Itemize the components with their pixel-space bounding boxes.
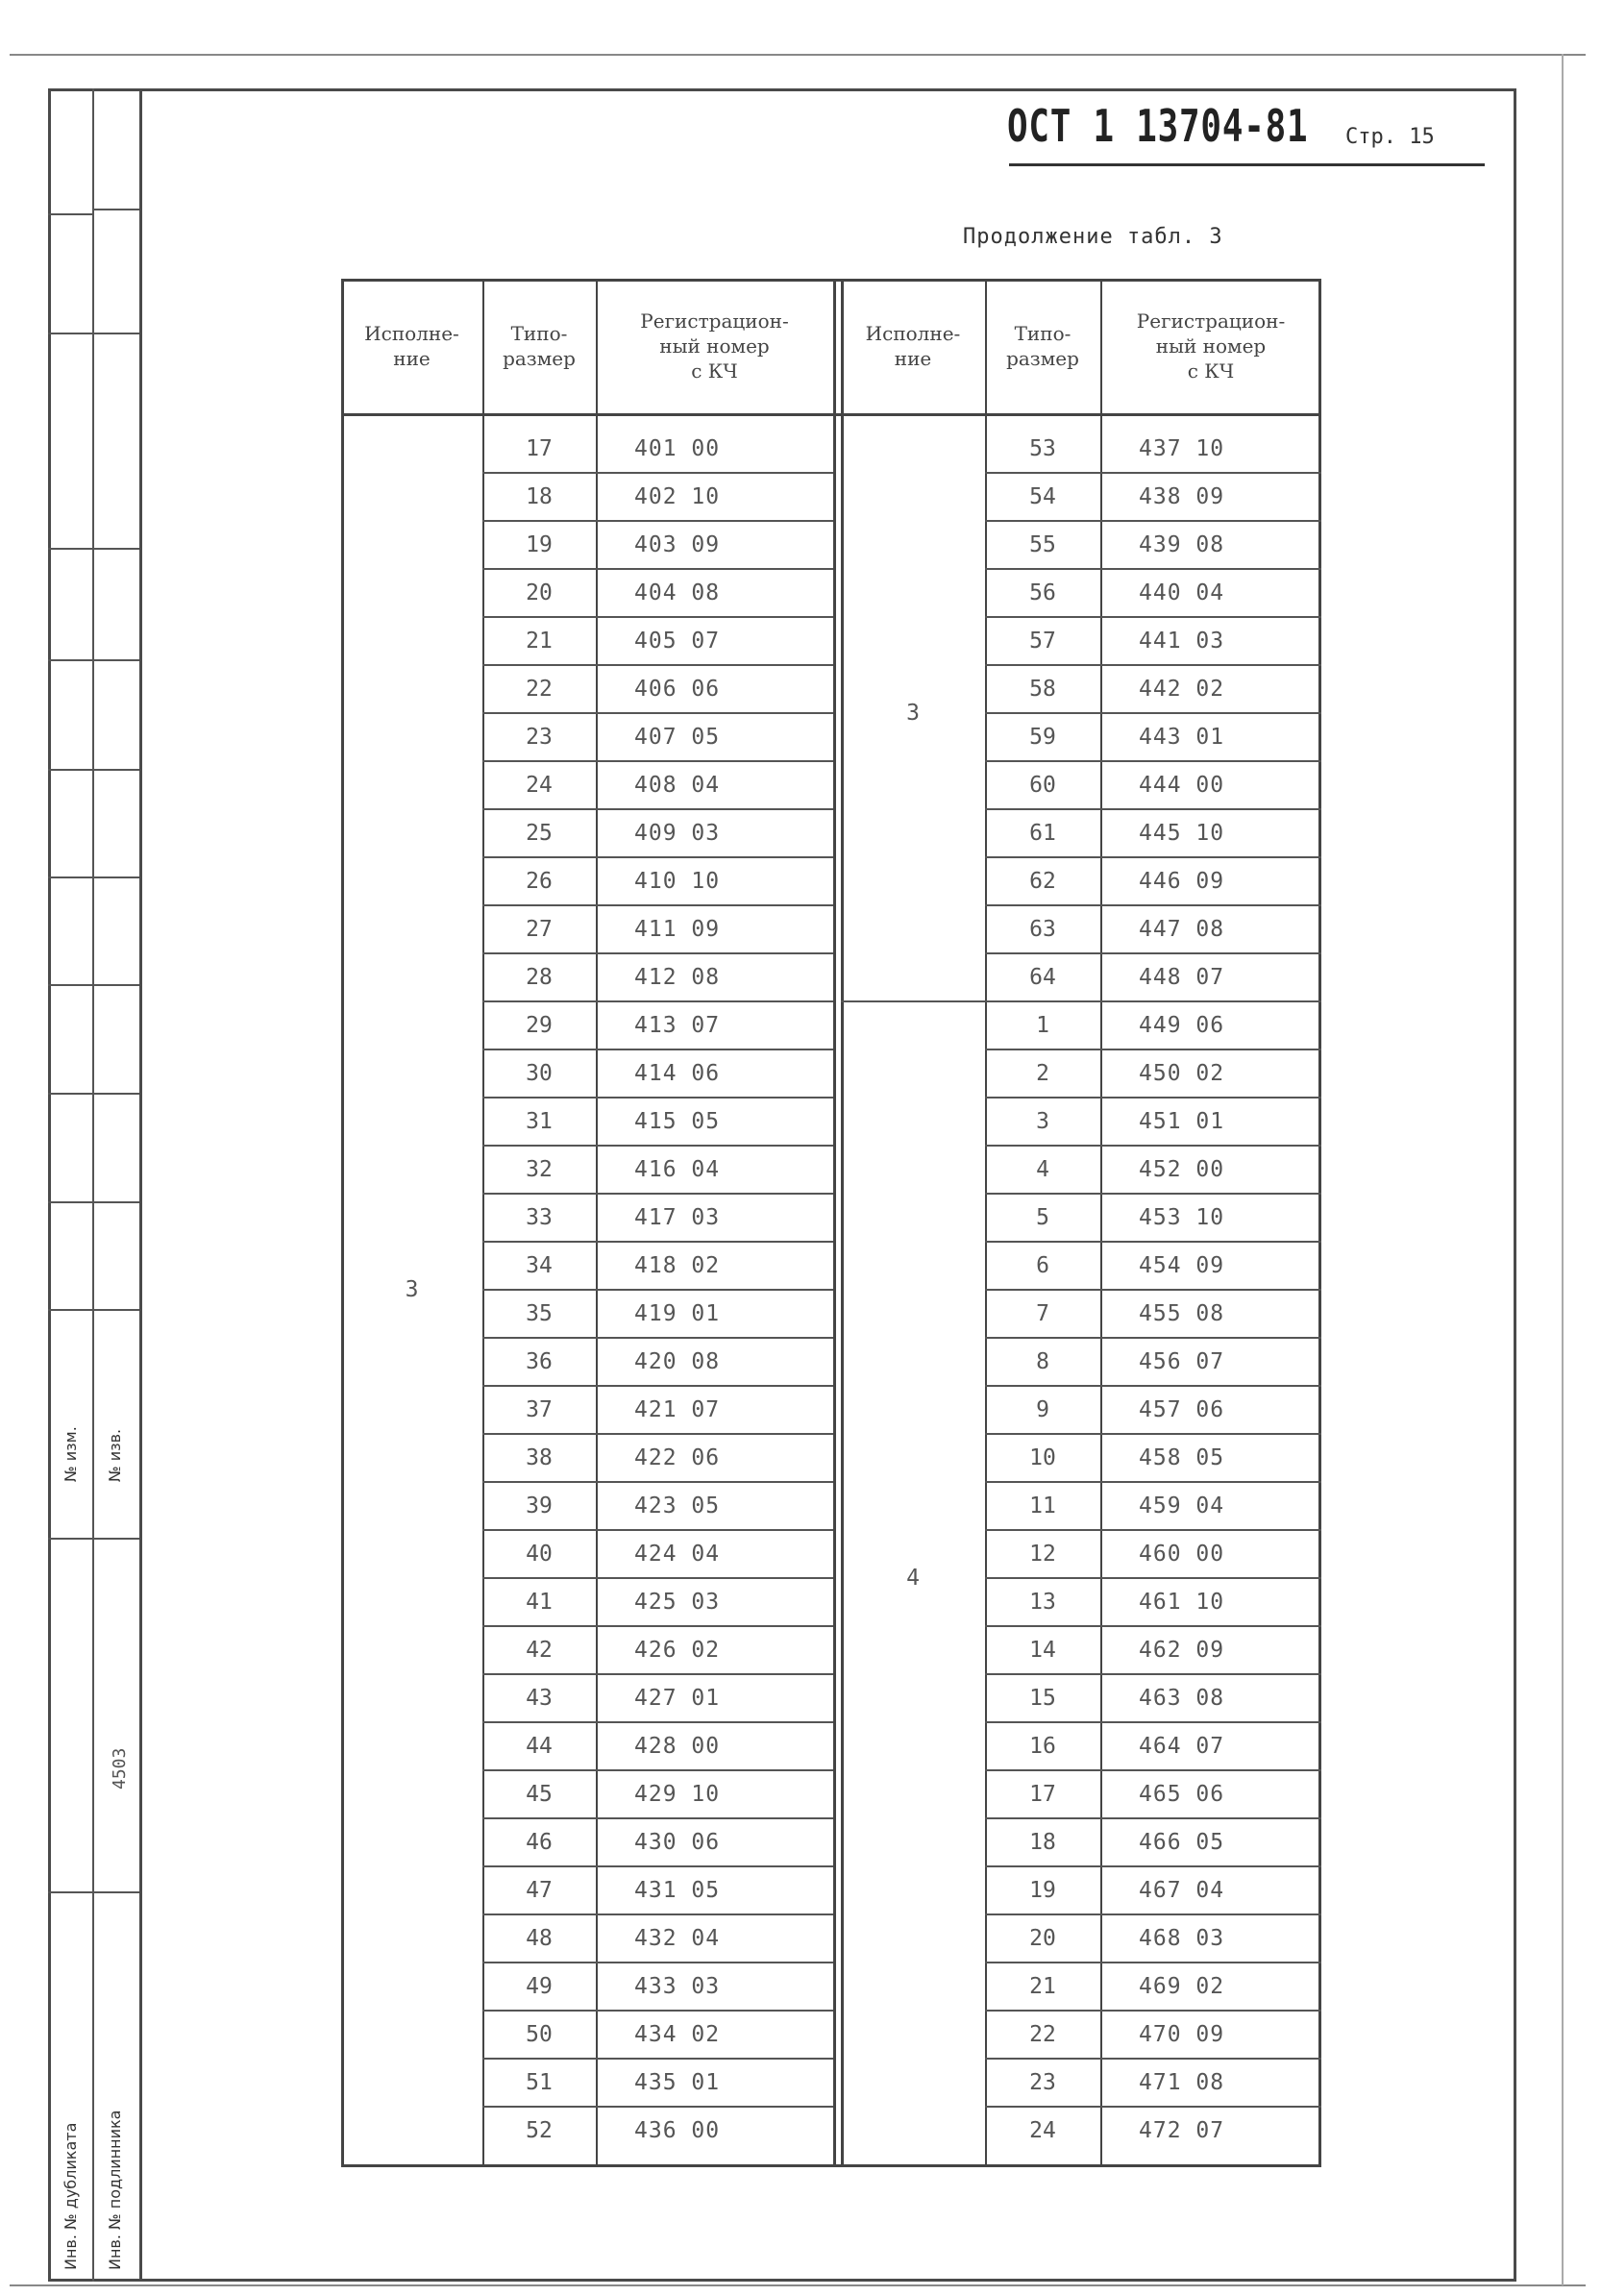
left-registration-cell: 426 02	[634, 1638, 721, 1663]
right-registration-cell: 459 04	[1139, 1494, 1225, 1518]
registration-table	[341, 279, 1321, 2162]
left-registration-cell: 409 03	[634, 821, 721, 846]
left-registration-cell: 402 10	[634, 484, 721, 509]
left-registration-cell: 422 06	[634, 1445, 721, 1470]
left-registration-cell: 419 01	[634, 1301, 721, 1326]
left-registration-cell: 420 08	[634, 1349, 721, 1374]
column-header: Исполне- ние	[865, 322, 961, 370]
notice-no-label: № изв.	[106, 1428, 124, 1482]
left-registration-cell: 414 06	[634, 1061, 721, 1086]
left-registration-cell: 410 10	[634, 869, 721, 894]
left-registration-cell: 415 05	[634, 1109, 721, 1134]
right-size-cell: 54	[1029, 484, 1056, 509]
right-registration-cell: 465 06	[1139, 1782, 1225, 1807]
left-registration-cell: 432 04	[634, 1926, 721, 1951]
column-header: Регистрацион- ный номер с КЧ	[640, 309, 789, 383]
right-size-cell: 4	[1036, 1157, 1049, 1182]
column-header: Исполне- ние	[364, 322, 459, 370]
left-registration-cell: 428 00	[634, 1734, 721, 1759]
side-rule	[48, 1891, 139, 1893]
right-size-cell: 59	[1029, 725, 1056, 750]
column-header: Типо- размер	[1006, 322, 1079, 370]
right-registration-cell: 471 08	[1139, 2070, 1225, 2095]
right-group-rule	[841, 1000, 985, 1002]
right-size-cell: 1	[1036, 1013, 1049, 1038]
right-variant-cell: 4	[906, 1566, 920, 1591]
right-registration-cell: 468 03	[1139, 1926, 1225, 1951]
left-registration-cell: 412 08	[634, 965, 721, 990]
left-registration-cell: 404 08	[634, 580, 721, 605]
scan-right-rule	[1562, 54, 1564, 2285]
left-size-cell: 39	[526, 1494, 553, 1518]
right-size-cell: 18	[1029, 1830, 1056, 1855]
left-size-cell: 27	[526, 917, 553, 942]
right-size-cell: 56	[1029, 580, 1056, 605]
right-size-cell: 9	[1036, 1397, 1049, 1422]
left-registration-cell: 433 03	[634, 1974, 721, 1999]
left-registration-cell: 436 00	[634, 2118, 721, 2143]
left-size-cell: 33	[526, 1205, 553, 1230]
left-registration-cell: 423 05	[634, 1494, 721, 1518]
right-registration-cell: 443 01	[1139, 725, 1225, 750]
right-registration-cell: 463 08	[1139, 1686, 1225, 1711]
page-number: Стр. 15	[1345, 125, 1435, 149]
left-registration-cell: 430 06	[634, 1830, 721, 1855]
right-size-cell: 53	[1029, 436, 1056, 461]
right-registration-cell: 440 04	[1139, 580, 1225, 605]
right-size-cell: 7	[1036, 1301, 1049, 1326]
left-registration-cell: 411 09	[634, 917, 721, 942]
side-rule	[48, 1201, 139, 1203]
left-registration-cell: 407 05	[634, 725, 721, 750]
scan-top-rule	[10, 54, 1586, 56]
left-size-cell: 41	[526, 1590, 553, 1615]
table-border-bottom	[341, 2164, 1321, 2167]
left-registration-cell: 435 01	[634, 2070, 721, 2095]
right-size-cell: 20	[1029, 1926, 1056, 1951]
right-registration-cell: 445 10	[1139, 821, 1225, 846]
header-bottom-rule	[341, 413, 1321, 416]
left-size-cell: 35	[526, 1301, 553, 1326]
scan-bottom-rule	[10, 2284, 1586, 2286]
right-registration-cell: 446 09	[1139, 869, 1225, 894]
right-registration-cell: 450 02	[1139, 1061, 1225, 1086]
left-registration-cell: 405 07	[634, 629, 721, 654]
right-size-cell: 5	[1036, 1205, 1049, 1230]
table-continuation-caption: Продолжение табл. 3	[963, 225, 1223, 249]
right-registration-cell: 452 00	[1139, 1157, 1225, 1182]
right-size-cell: 11	[1029, 1494, 1056, 1518]
left-registration-cell: 406 06	[634, 677, 721, 702]
right-size-cell: 64	[1029, 965, 1056, 990]
right-registration-cell: 457 06	[1139, 1397, 1225, 1422]
left-size-cell: 34	[526, 1253, 553, 1278]
side-rule	[48, 876, 139, 878]
right-size-cell: 23	[1029, 2070, 1056, 2095]
left-size-cell: 37	[526, 1397, 553, 1422]
right-registration-cell: 449 06	[1139, 1013, 1225, 1038]
side-rule	[48, 1309, 139, 1311]
left-size-cell: 44	[526, 1734, 553, 1759]
left-registration-cell: 431 05	[634, 1878, 721, 1903]
side-rule	[92, 209, 139, 210]
left-size-cell: 43	[526, 1686, 553, 1711]
right-registration-cell: 451 01	[1139, 1109, 1225, 1134]
left-size-cell: 38	[526, 1445, 553, 1470]
left-size-cell: 40	[526, 1542, 553, 1567]
left-variant-cell: 3	[405, 1277, 419, 1302]
side-rule	[48, 1093, 139, 1095]
left-size-cell: 46	[526, 1830, 553, 1855]
right-size-cell: 60	[1029, 773, 1056, 798]
right-size-cell: 62	[1029, 869, 1056, 894]
side-rule	[48, 769, 139, 771]
left-size-cell: 52	[526, 2118, 553, 2143]
left-size-cell: 50	[526, 2022, 553, 2047]
side-rule	[48, 333, 139, 334]
document-code: ОСТ 1 13704-81	[1007, 100, 1309, 152]
left-registration-cell: 408 04	[634, 773, 721, 798]
right-registration-cell: 460 00	[1139, 1542, 1225, 1567]
left-size-cell: 29	[526, 1013, 553, 1038]
left-size-cell: 18	[526, 484, 553, 509]
right-size-cell: 6	[1036, 1253, 1049, 1278]
right-registration-cell: 442 02	[1139, 677, 1225, 702]
side-rule	[48, 659, 139, 661]
left-size-cell: 42	[526, 1638, 553, 1663]
left-registration-cell: 427 01	[634, 1686, 721, 1711]
right-registration-cell: 466 05	[1139, 1830, 1225, 1855]
left-size-cell: 49	[526, 1974, 553, 1999]
right-size-cell: 10	[1029, 1445, 1056, 1470]
left-size-cell: 23	[526, 725, 553, 750]
side-rule	[48, 548, 139, 550]
left-size-cell: 25	[526, 821, 553, 846]
left-registration-cell: 413 07	[634, 1013, 721, 1038]
right-registration-cell: 467 04	[1139, 1878, 1225, 1903]
left-registration-cell: 434 02	[634, 2022, 721, 2047]
table-column-divider	[833, 279, 836, 2164]
side-rule	[48, 213, 92, 215]
left-size-cell: 22	[526, 677, 553, 702]
right-size-cell: 2	[1036, 1061, 1049, 1086]
left-size-cell: 32	[526, 1157, 553, 1182]
duplicate-inventory-label: Инв. № дубликата	[62, 2122, 80, 2270]
right-size-cell: 13	[1029, 1590, 1056, 1615]
left-size-cell: 51	[526, 2070, 553, 2095]
right-registration-cell: 458 05	[1139, 1445, 1225, 1470]
right-registration-cell: 439 08	[1139, 532, 1225, 557]
right-size-cell: 57	[1029, 629, 1056, 654]
original-inventory-number: 4503	[110, 1747, 130, 1790]
left-size-cell: 31	[526, 1109, 553, 1134]
left-size-cell: 36	[526, 1349, 553, 1374]
right-registration-cell: 438 09	[1139, 484, 1225, 509]
right-size-cell: 61	[1029, 821, 1056, 846]
right-registration-cell: 447 08	[1139, 917, 1225, 942]
right-size-cell: 16	[1029, 1734, 1056, 1759]
right-size-cell: 55	[1029, 532, 1056, 557]
left-registration-cell: 429 10	[634, 1782, 721, 1807]
left-registration-cell: 425 03	[634, 1590, 721, 1615]
right-registration-cell: 448 07	[1139, 965, 1225, 990]
side-rule	[48, 984, 139, 986]
left-size-cell: 21	[526, 629, 553, 654]
side-strip-divider	[92, 88, 94, 2282]
left-size-cell: 30	[526, 1061, 553, 1086]
left-registration-cell: 424 04	[634, 1542, 721, 1567]
right-registration-cell: 456 07	[1139, 1349, 1225, 1374]
original-inventory-label: Инв. № подлинника	[106, 2110, 124, 2270]
side-rule	[48, 1538, 139, 1540]
left-size-cell: 47	[526, 1878, 553, 1903]
right-registration-cell: 455 08	[1139, 1301, 1225, 1326]
left-size-cell: 24	[526, 773, 553, 798]
right-size-cell: 15	[1029, 1686, 1056, 1711]
left-size-cell: 48	[526, 1926, 553, 1951]
title-underline	[1009, 163, 1485, 166]
change-no-label: № изм.	[62, 1426, 80, 1482]
right-size-cell: 58	[1029, 677, 1056, 702]
left-registration-cell: 403 09	[634, 532, 721, 557]
left-size-cell: 26	[526, 869, 553, 894]
right-registration-cell: 441 03	[1139, 629, 1225, 654]
right-registration-cell: 437 10	[1139, 436, 1225, 461]
left-size-cell: 20	[526, 580, 553, 605]
right-size-cell: 19	[1029, 1878, 1056, 1903]
left-size-cell: 17	[526, 436, 553, 461]
right-size-cell: 63	[1029, 917, 1056, 942]
right-size-cell: 3	[1036, 1109, 1049, 1134]
left-registration-cell: 417 03	[634, 1205, 721, 1230]
right-variant-cell: 3	[906, 701, 920, 726]
right-registration-cell: 461 10	[1139, 1590, 1225, 1615]
right-registration-cell: 462 09	[1139, 1638, 1225, 1663]
column-header: Регистрацион- ный номер с КЧ	[1136, 309, 1286, 383]
right-registration-cell: 464 07	[1139, 1734, 1225, 1759]
right-registration-cell: 454 09	[1139, 1253, 1225, 1278]
right-registration-cell: 453 10	[1139, 1205, 1225, 1230]
right-size-cell: 12	[1029, 1542, 1056, 1567]
right-registration-cell: 470 09	[1139, 2022, 1225, 2047]
right-registration-cell: 472 07	[1139, 2118, 1225, 2143]
right-size-cell: 14	[1029, 1638, 1056, 1663]
left-registration-cell: 421 07	[634, 1397, 721, 1422]
right-size-cell: 17	[1029, 1782, 1056, 1807]
right-registration-cell: 444 00	[1139, 773, 1225, 798]
left-registration-cell: 401 00	[634, 436, 721, 461]
side-stamp-strip	[48, 88, 142, 2282]
right-size-cell: 21	[1029, 1974, 1056, 1999]
left-registration-cell: 416 04	[634, 1157, 721, 1182]
left-size-cell: 28	[526, 965, 553, 990]
right-size-cell: 24	[1029, 2118, 1056, 2143]
right-registration-cell: 469 02	[1139, 1974, 1225, 1999]
right-size-cell: 22	[1029, 2022, 1056, 2047]
left-registration-cell: 418 02	[634, 1253, 721, 1278]
right-size-cell: 8	[1036, 1349, 1049, 1374]
left-size-cell: 45	[526, 1782, 553, 1807]
left-size-cell: 19	[526, 532, 553, 557]
column-header: Типо- размер	[503, 322, 576, 370]
